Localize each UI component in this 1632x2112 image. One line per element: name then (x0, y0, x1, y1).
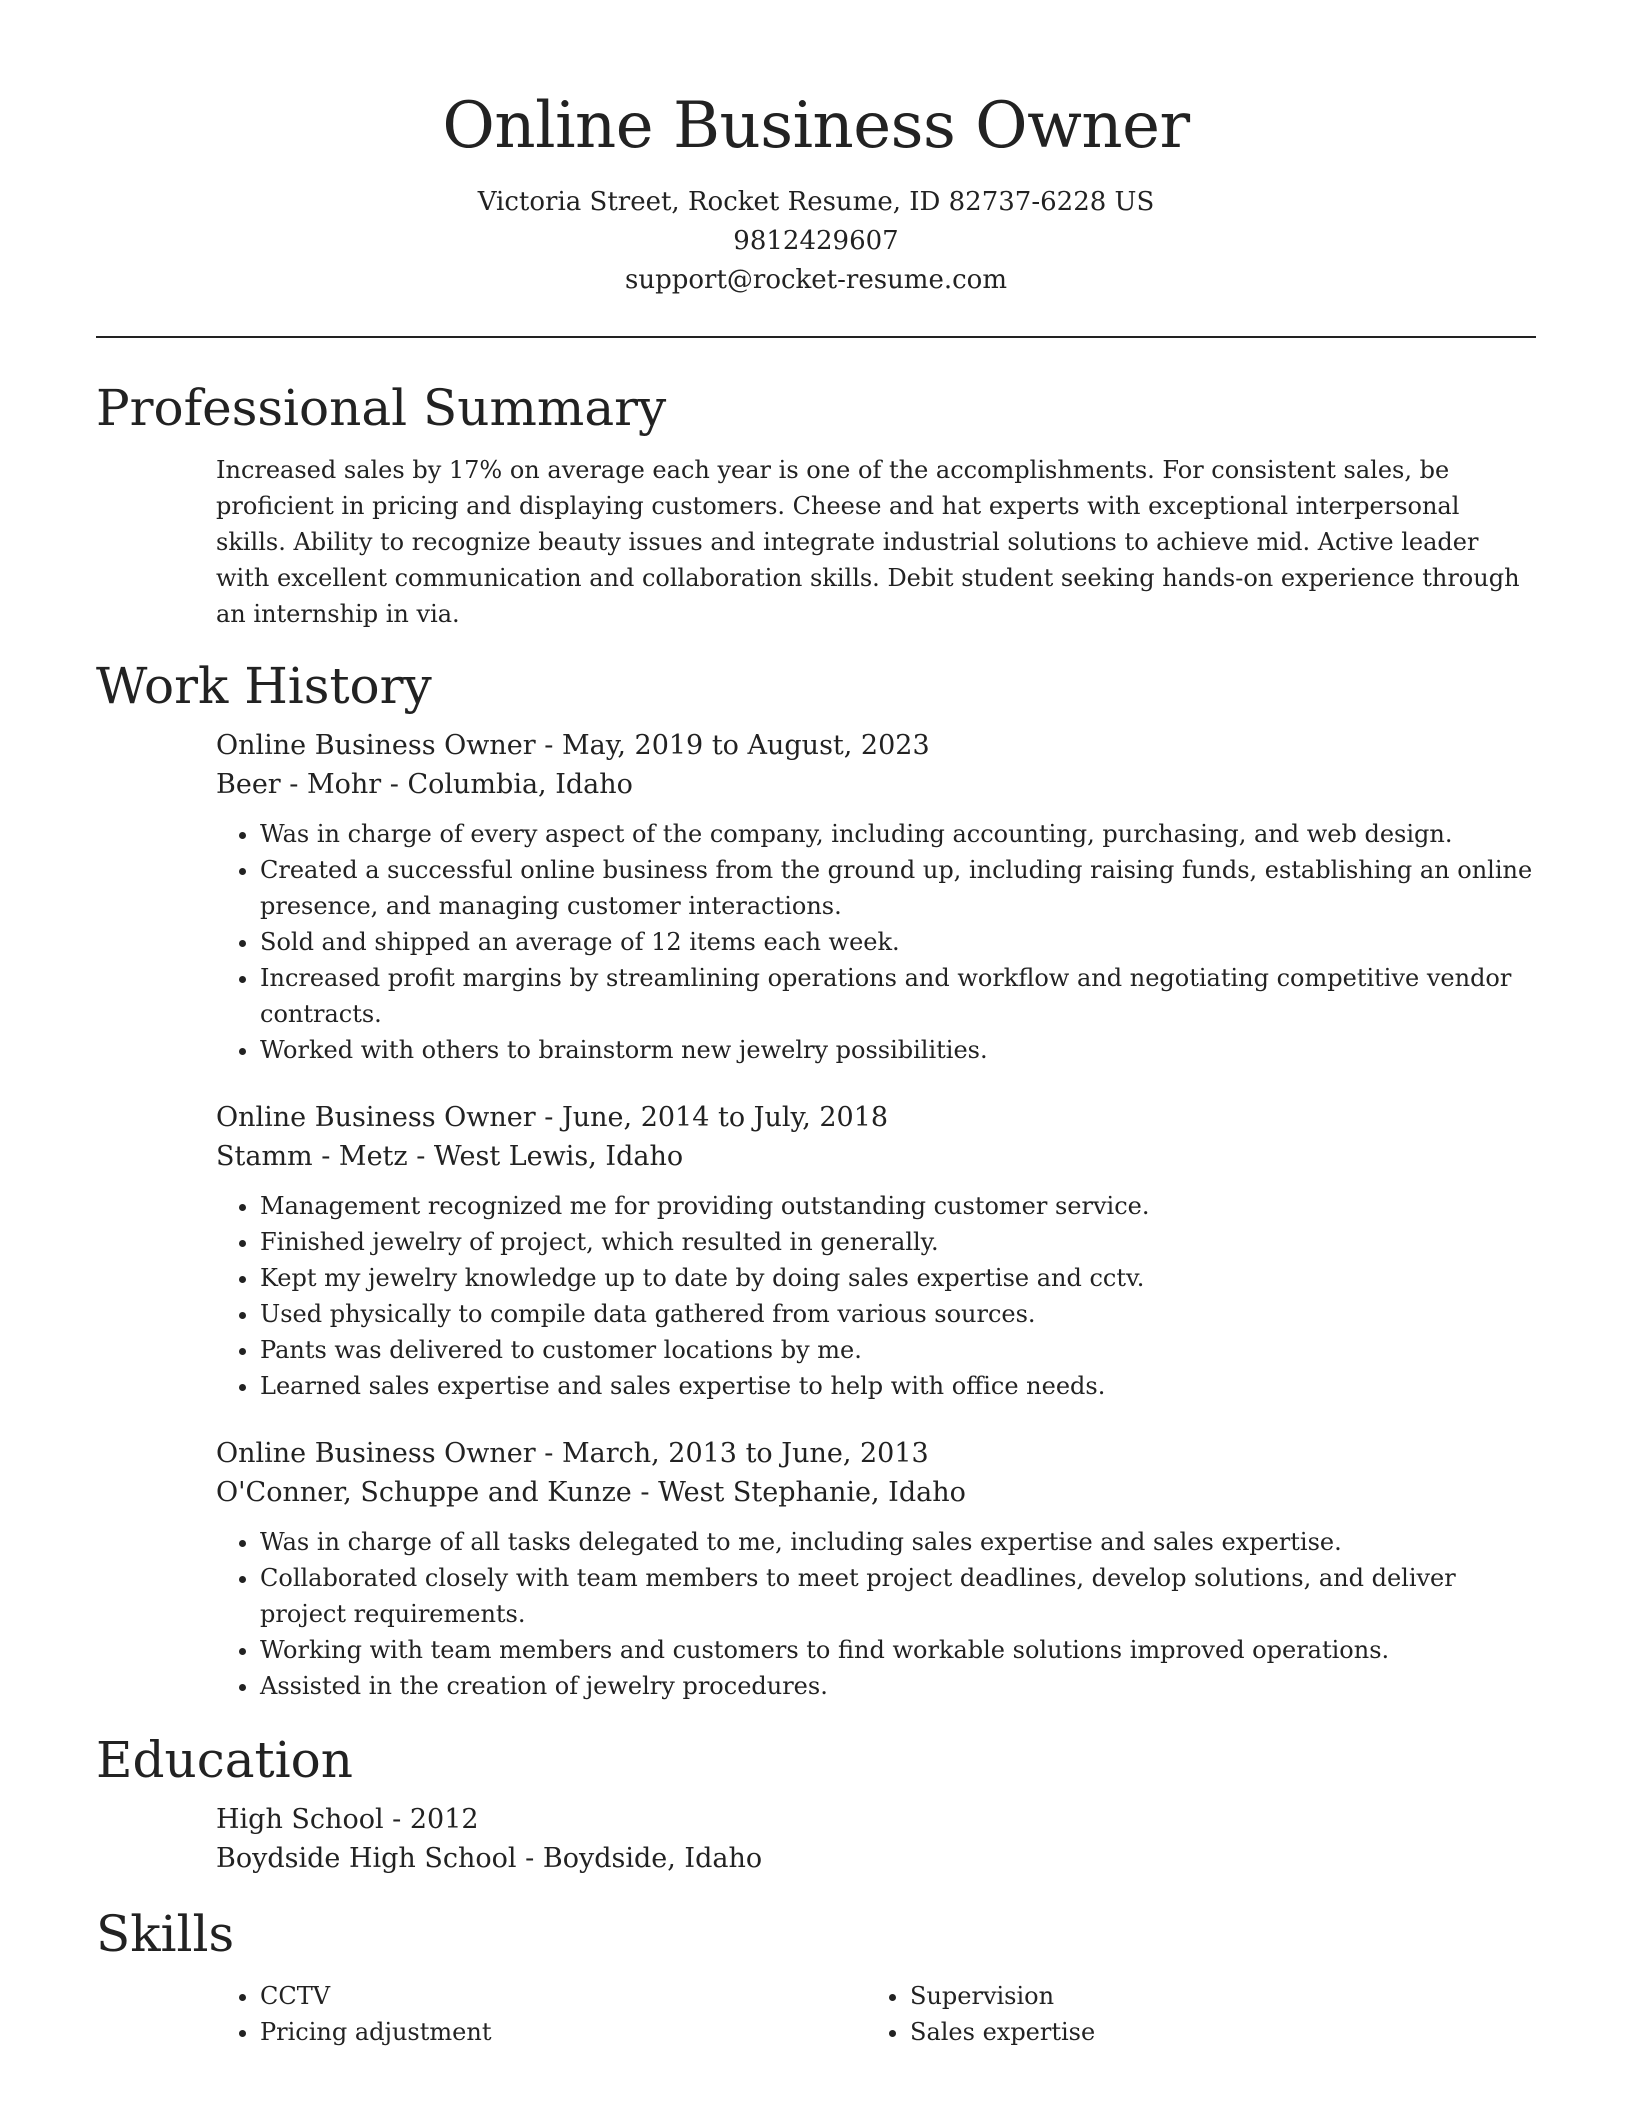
employer-name: Stamm - Metz (216, 1141, 408, 1172)
employer-name: Beer - Mohr (216, 769, 382, 800)
job-role: Online Business Owner (216, 1438, 536, 1469)
work-history-heading: Work History (96, 657, 432, 715)
summary-heading: Professional Summary (96, 379, 667, 437)
job-bullet: • Increased profit margins by streamlining operations and workflow and negotiating competitive vendor contracts. (260, 960, 1536, 1032)
employer-name: O'Conner, Schuppe and Kunze (216, 1477, 632, 1508)
skills-heading: Skills (96, 1905, 235, 1963)
employer-location: - West Lewis, Idaho (407, 1141, 684, 1172)
job-entry (216, 1434, 1536, 1704)
employer-location: - Columbia, Idaho (381, 769, 633, 800)
email: support@rocket-resume.com (624, 265, 1007, 295)
header-divider (96, 336, 1536, 338)
degree: High School (216, 1804, 384, 1835)
employer-location: - West Stephanie, Idaho (631, 1477, 966, 1508)
employer-line (216, 1137, 1536, 1176)
skills-list (866, 1978, 1516, 2050)
job-title-line (216, 1098, 1536, 1137)
job-bullets (216, 1524, 1536, 1704)
skill-item: • Pricing adjustment (260, 2014, 866, 2050)
job-dates: - June, 2014 to July, 2018 (535, 1102, 889, 1133)
phone: 9812429607 (733, 226, 899, 256)
job-title-line (216, 726, 1536, 765)
education-entry (216, 1800, 1536, 1878)
job-bullet: • Was in charge of every aspect of the company, including accounting, purchasing, and web design. (260, 816, 1536, 852)
job-dates: - March, 2013 to June, 2013 (535, 1438, 929, 1469)
employer-line (216, 1473, 1536, 1512)
job-bullet: • Created a successful online business from the ground up, including raising funds, establishing an online presence, and managing customer interactions. (260, 852, 1536, 924)
candidate-name: Online Business Owner (442, 89, 1190, 163)
job-bullet: • Finished jewelry of project, which resulted in generally. (260, 1224, 1536, 1260)
skills-grid (216, 1978, 1536, 2050)
job-bullet: • Used physically to compile data gathered from various sources. (260, 1296, 1536, 1332)
school-line (216, 1839, 1536, 1878)
summary-section (96, 376, 1536, 632)
employer-line (216, 765, 1536, 804)
skill-item: • Sales expertise (910, 2014, 1516, 2050)
education-heading: Education (96, 1731, 353, 1789)
job-entry (216, 726, 1536, 1068)
job-dates: - May, 2019 to August, 2023 (535, 730, 930, 761)
skills-list (216, 1978, 866, 2050)
job-bullet: • Working with team members and customers to find workable solutions improved operations. (260, 1632, 1536, 1668)
skills-column-right (866, 1978, 1516, 2050)
graduation-year: - 2012 (383, 1804, 479, 1835)
work-history-section (96, 654, 1536, 1704)
job-role: Online Business Owner (216, 730, 536, 761)
job-bullet: • Learned sales expertise and sales expertise to help with office needs. (260, 1368, 1536, 1404)
address: Victoria Street, Rocket Resume, ID 82737-6228 US (477, 187, 1155, 217)
job-bullet: • Assisted in the creation of jewelry procedures. (260, 1668, 1536, 1704)
skill-item: • CCTV (260, 1978, 866, 2014)
job-bullet: • Worked with others to brainstorm new jewelry possibilities. (260, 1032, 1536, 1068)
job-bullet: • Sold and shipped an average of 12 items each week. (260, 924, 1536, 960)
job-bullets (216, 1188, 1536, 1404)
job-entry (216, 1098, 1536, 1404)
job-bullet: • Kept my jewelry knowledge up to date by doing sales expertise and cctv. (260, 1260, 1536, 1296)
job-bullet: • Collaborated closely with team members to meet project deadlines, develop solutions, and deliver project requirements. (260, 1560, 1536, 1632)
resume-header (96, 0, 1536, 300)
job-bullet: • Pants was delivered to customer locations by me. (260, 1332, 1536, 1368)
job-role: Online Business Owner (216, 1102, 536, 1133)
skills-column-left (216, 1978, 866, 2050)
school-name: Boydside High School (216, 1843, 517, 1874)
summary-text: Increased sales by 17% on average each year is one of the accomplishments. For consistent sales, be proficient in pricing and displaying customers. Cheese and hat experts with exceptional interpersonal skills. Ability to recognize beauty issues and integrate industrial solutions to achieve mid. Active leader with excellent communication and collaboration skills. Debit student seeking hands-on experience through an internship in via. (216, 456, 1520, 628)
skill-item: • Supervision (910, 1978, 1516, 2014)
school-location: - Boydside, Idaho (516, 1843, 763, 1874)
job-bullet: • Was in charge of all tasks delegated to me, including sales expertise and sales expertise. (260, 1524, 1536, 1560)
degree-line (216, 1800, 1536, 1839)
education-section (96, 1728, 1536, 1878)
job-bullets (216, 816, 1536, 1068)
job-bullet: • Management recognized me for providing outstanding customer service. (260, 1188, 1536, 1224)
resume-page (96, 0, 1536, 2050)
skills-section (96, 1902, 1536, 2050)
job-title-line (216, 1434, 1536, 1473)
